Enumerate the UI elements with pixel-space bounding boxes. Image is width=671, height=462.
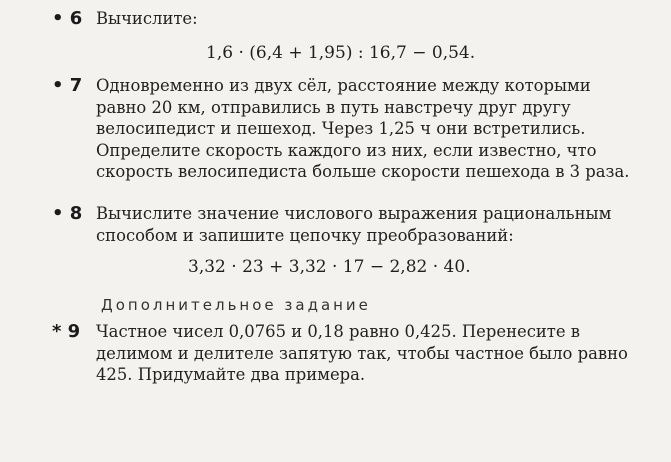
problem-7-marker: • 7 xyxy=(52,75,83,96)
problem-8-marker: • 8 xyxy=(52,203,83,224)
problem-6-expression: 1,6 · (6,4 + 1,95) : 16,7 − 0,54. xyxy=(206,43,476,63)
problem-9-text: Частное чисел 0,0765 и 0,18 равно 0,425. Перенесите в делимом и делителе запятую так, чтобы частное было равно 425. Придумайте два примера. xyxy=(96,322,628,384)
problem-9-marker: * 9 xyxy=(52,321,81,342)
problem-6-marker: • 6 xyxy=(52,8,83,29)
problem-8-expression: 3,32 · 23 + 3,32 · 17 − 2,82 · 40. xyxy=(188,257,471,277)
problem-8-text: Вычислите значение числового выражения рациональным способом и запишите цепочку преобразований: xyxy=(96,204,612,245)
problem-7-text: Одновременно из двух сёл, расстояние между которыми равно 20 км, отправились в путь навстречу друг другу велосипедист и пешеход. Через 1,25 ч они встретились. Определите скорость каждого из них, если известно, что скорость велосипедиста больше скорости пешехода в 3 раза. xyxy=(96,76,630,181)
additional-task-heading: Дополнительное задание xyxy=(101,296,371,314)
problem-6-text: Вычислите: xyxy=(96,9,198,28)
